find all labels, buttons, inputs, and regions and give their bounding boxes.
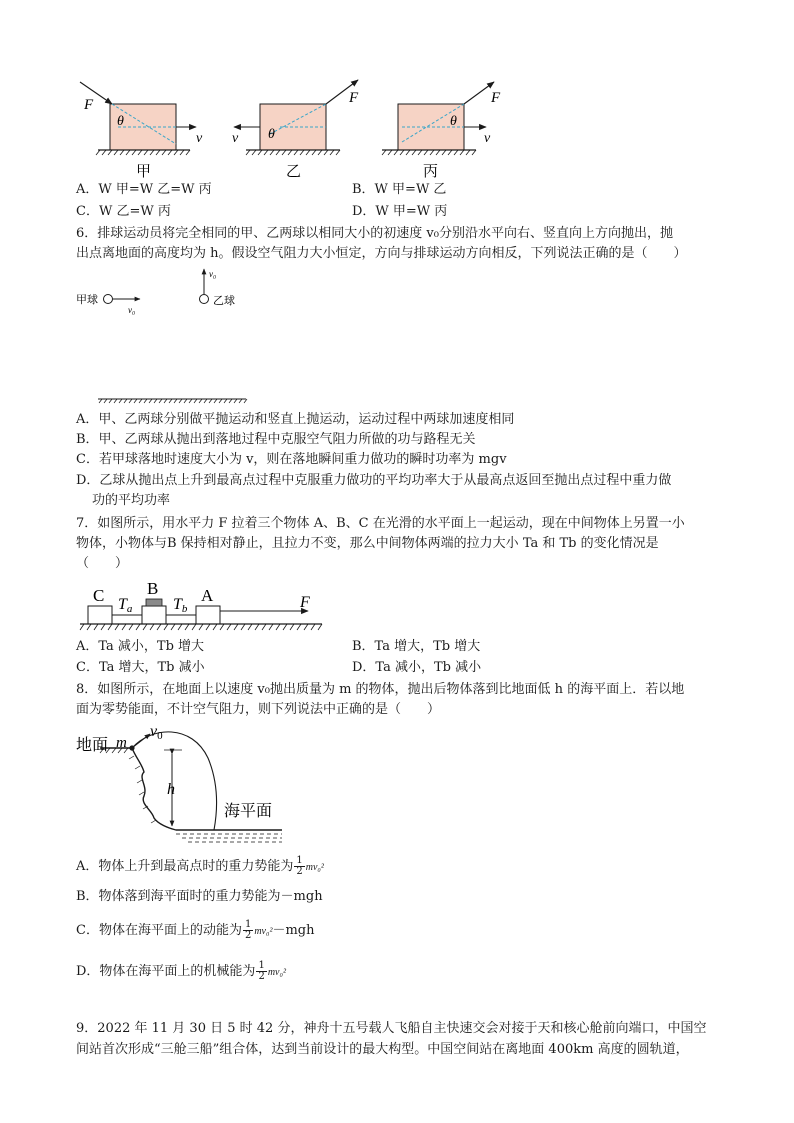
q7-option-d: D．Ta 减小，Tb 减小 bbox=[352, 660, 482, 675]
q7-figure bbox=[76, 576, 330, 636]
label-F-bing: F bbox=[491, 90, 501, 106]
caption-bing: 丙 bbox=[423, 164, 439, 180]
q6-option-d-line1: D．乙球从抛出点上升到最高点过程中克服重力做功的平均功率大于从最高点返回至抛出点过程中重力做 bbox=[76, 473, 672, 488]
small-object-on-b bbox=[146, 599, 162, 606]
ball-b bbox=[200, 295, 209, 304]
label-c: C bbox=[93, 586, 105, 605]
sea-surface bbox=[176, 834, 282, 842]
fig-bing bbox=[382, 82, 501, 180]
label-a: A bbox=[201, 586, 214, 605]
q7-option-c: C．Ta 增大，Tb 减小 bbox=[76, 660, 205, 675]
ball-a bbox=[104, 295, 113, 304]
q6-option-b: B．甲、乙两球从抛出到落地过程中克服空气阻力所做的功与路程无关 bbox=[76, 432, 476, 447]
q8-option-a: A．物体上升到最高点时的重力势能为 $\frac{1}{2}$ mv₀² bbox=[76, 855, 324, 877]
fig-jia bbox=[80, 82, 203, 180]
ball-a-label: 甲球 bbox=[76, 294, 98, 306]
q5-figure bbox=[70, 72, 510, 182]
caption-yi: 乙 bbox=[286, 164, 302, 180]
q8-option-b: B．物体落到海平面时的重力势能为－mgh bbox=[76, 889, 323, 904]
q7-stem-line2: 物体，小物体与B 保持相对静止，且拉力不变，那么中间物体两端的拉力大小 Ta 和 Tb 的变化情况是 bbox=[76, 536, 659, 551]
label-theta-jia: θ bbox=[117, 114, 124, 129]
label-v0: v0 bbox=[150, 723, 163, 742]
q6-option-c: C．若甲球落地时速度大小为 v，则在落地瞬间重力做功的瞬时功率为 mgv bbox=[76, 452, 507, 467]
q5-option-a: A．W 甲=W 乙=W 丙 bbox=[76, 182, 212, 197]
q7-option-b: B．Ta 增大，Tb 增大 bbox=[352, 639, 481, 654]
label-F-jia: F bbox=[84, 97, 94, 113]
q6-stem-line1: 6．排球运动员将完全相同的甲、乙两球以相同大小的初速度 v₀分别沿水平向右、竖直向上方向抛出，抛 bbox=[76, 226, 673, 241]
ball-b-label: 乙球 bbox=[213, 295, 235, 307]
label-h: h bbox=[167, 781, 175, 798]
q5-option-c: C．W 乙=W 丙 bbox=[76, 204, 171, 219]
q6-option-d-line2: 功的平均功率 bbox=[92, 493, 171, 508]
block-c bbox=[88, 606, 112, 624]
ball-b-v0: v₀ bbox=[209, 269, 217, 279]
q8-figure bbox=[72, 720, 292, 848]
q5-option-b: B．W 甲=W 乙 bbox=[352, 182, 447, 197]
q7-stem-line1: 7．如图所示，用水平力 F 拉着三个物体 A、B、C 在光滑的水平面上一起运动，现在中间物体上另置一小 bbox=[76, 516, 685, 531]
label-v-bing: v bbox=[484, 131, 491, 146]
label-m: m bbox=[116, 735, 127, 751]
fraction-half-d: $\frac{1}{2}$ bbox=[258, 960, 265, 982]
label-sea: 海平面 bbox=[224, 803, 273, 820]
label-theta-bing: θ bbox=[450, 114, 457, 129]
label-ground: 地面 bbox=[76, 737, 109, 754]
block-a bbox=[196, 606, 220, 624]
ball-a-v0: v₀ bbox=[128, 305, 136, 315]
q8-stem-line2: 面为零势能面，不计空气阻力，则下列说法中正确的是（ ） bbox=[76, 702, 441, 717]
label-f: F bbox=[300, 594, 310, 611]
q8-option-c: C．物体在海平面上的动能为 $\frac{1}{2}$ mv₀²－mgh bbox=[76, 919, 315, 941]
q6-stem-line2: 出点离地面的高度均为 h。假设空气阻力大小恒定，方向与排球运动方向相反，下列说法正确的是（ ） bbox=[76, 246, 687, 261]
label-v-jia: v bbox=[196, 131, 203, 146]
force-arrow-bing bbox=[464, 82, 494, 104]
q9-line2: 间站首次形成“三舱三船”组合体，达到当前设计的最大构型。中国空间站在离地面 400km 高度的圆轨道， bbox=[76, 1042, 689, 1057]
label-theta-yi: θ bbox=[268, 127, 275, 142]
label-b: B bbox=[147, 579, 159, 598]
q8-stem-line1: 8．如图所示，在地面上以速度 v₀抛出质量为 m 的物体，抛出后物体落到比地面低 h 的海平面上．若以地 bbox=[76, 682, 685, 697]
label-ta: Ta bbox=[118, 596, 133, 615]
v0-arrow bbox=[132, 734, 150, 748]
fraction-half-a: $\frac{1}{2}$ bbox=[296, 855, 303, 877]
fraction-half-c: $\frac{1}{2}$ bbox=[244, 919, 252, 941]
q6-figure bbox=[70, 266, 270, 408]
label-F-yi: F bbox=[349, 90, 359, 106]
block-b bbox=[142, 606, 166, 624]
q7-option-a: A．Ta 减小，Tb 增大 bbox=[76, 639, 205, 654]
q5-option-d: D．W 甲=W 丙 bbox=[352, 204, 448, 219]
q8-option-d: D．物体在海平面上的机械能为 $\frac{1}{2}$ mv₀² bbox=[76, 960, 286, 982]
label-v-yi: v bbox=[232, 131, 239, 146]
caption-jia: 甲 bbox=[136, 164, 152, 180]
label-tb: Tb bbox=[173, 596, 188, 615]
q7-stem-line3: （ ） bbox=[76, 556, 129, 571]
q6-option-a: A．甲、乙两球分别做平抛运动和竖直上抛运动，运动过程中两球加速度相同 bbox=[76, 412, 515, 427]
fig-yi bbox=[232, 80, 359, 180]
q9-line1: 9．2022 年 11 月 30 日 5 时 42 分，神舟十五号载人飞船自主快速交会对接于天和核心舱前向端口，中国空 bbox=[76, 1021, 707, 1036]
